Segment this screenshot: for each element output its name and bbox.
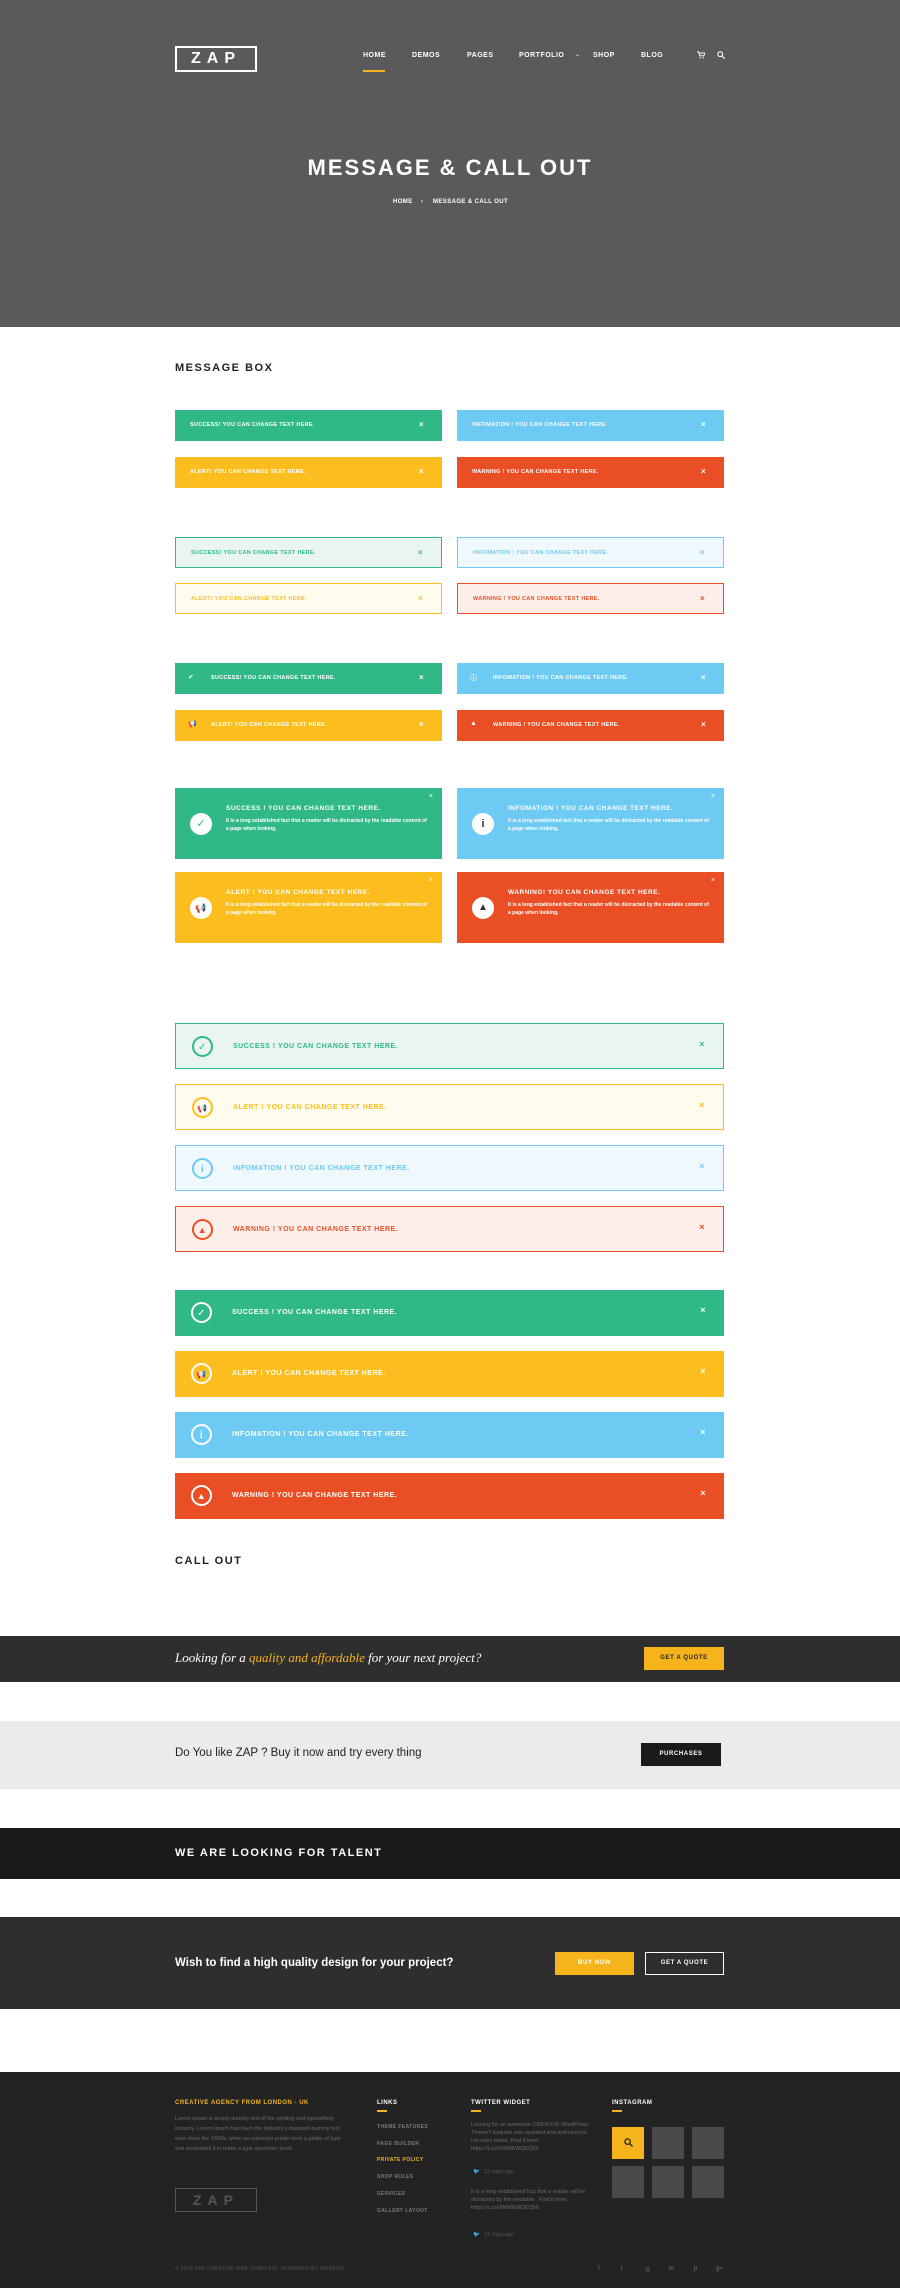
check-icon: ✓: [192, 1036, 213, 1057]
message-warning-wide-outline: [175, 1206, 724, 1252]
info-icon: ⓘ: [470, 675, 478, 682]
message-text: INFOMATION ! YOU CAN CHANGE TEXT HERE.: [233, 1165, 410, 1172]
footer-title-bar: [612, 2110, 622, 2112]
footer-about-title: CREATIVE AGENCY FROM LONDON - UK: [175, 2100, 309, 2106]
message-text: INFOMATION ! YOU CAN CHANGE TEXT HERE.: [232, 1431, 409, 1438]
footer-link[interactable]: PAGE BUILDER: [377, 2141, 420, 2147]
close-icon[interactable]: ×: [701, 720, 706, 729]
message-success-large: [175, 788, 442, 859]
message-text: WARNING ! YOU CAN CHANGE TEXT HERE.: [473, 596, 600, 602]
footer-links-title: LINKS: [377, 2100, 398, 2106]
facebook-icon[interactable]: f: [598, 2266, 600, 2272]
footer: [0, 2072, 900, 2288]
megaphone-icon: 📢: [191, 1363, 212, 1384]
message-heading: WARNING! YOU CAN CHANGE TEXT HERE.: [508, 889, 661, 896]
nav-shop[interactable]: SHOP: [593, 52, 615, 59]
check-icon: ✔: [188, 674, 195, 681]
close-icon[interactable]: ×: [419, 673, 424, 682]
message-success-outline: [175, 537, 442, 568]
message-info: [457, 410, 724, 441]
close-icon[interactable]: ×: [699, 1100, 705, 1110]
callout-purchase-band: [0, 1721, 900, 1789]
copyright: © 2015 ZAP CREATIVE WEB TEMPLATE. POWERED BY WEBSITE: [175, 2266, 345, 2272]
megaphone-icon: 📢: [190, 897, 212, 919]
tweet-text: Looking for an awesome CREATIVE WordPress Theme? Esquise was updated and optimized to run even better. Find it here: https://t.co/0WWEWQEQ56: [471, 2122, 589, 2152]
close-icon[interactable]: ×: [710, 793, 715, 800]
get-quote-outline-button[interactable]: GET A QUOTE: [645, 1952, 724, 1975]
message-alert-outline: [175, 583, 442, 614]
callout-quote-band: [0, 1636, 900, 1682]
nav-portfolio[interactable]: PORTFOLIO: [519, 52, 565, 59]
section-title-call-out: CALL OUT: [175, 1555, 243, 1567]
message-info-wide-outline: [175, 1145, 724, 1191]
warning-icon: ▲: [470, 720, 478, 727]
close-icon[interactable]: ×: [701, 673, 706, 682]
message-success-wide: [175, 1290, 724, 1336]
footer-title-bar: [471, 2110, 481, 2112]
message-text: ALERT! YOU CAN CHANGE TEXT HERE.: [191, 596, 307, 602]
message-text: INFOMATION ! YOU CAN CHANGE TEXT HERE.: [472, 422, 608, 428]
breadcrumb-home[interactable]: HOME: [393, 199, 413, 205]
message-description: It is a long established fact that a reader will be distracted by the readable content of a page when looking.: [226, 902, 427, 916]
footer-link[interactable]: SERVICES: [377, 2191, 406, 2197]
message-heading: INFOMATION ! YOU CAN CHANGE TEXT HERE.: [508, 805, 674, 812]
message-text: ALERT ! YOU CAN CHANGE TEXT HERE.: [233, 1104, 387, 1111]
message-text: ALERT ! YOU CAN CHANGE TEXT HERE.: [232, 1370, 386, 1377]
message-warning-icon: [457, 710, 724, 741]
warning-icon: ▲: [192, 1219, 213, 1240]
message-description: It is a long established fact that a reader will be distracted by the readable content of a page when looking.: [226, 818, 427, 832]
message-alert-wide: [175, 1351, 724, 1397]
info-icon: i: [192, 1158, 213, 1179]
nav-home[interactable]: HOME: [363, 52, 386, 59]
twitter-icon[interactable]: t: [621, 2266, 623, 2272]
close-icon[interactable]: ×: [700, 1427, 706, 1437]
message-info-wide: [175, 1412, 724, 1458]
search-icon[interactable]: [717, 51, 725, 61]
nav-active-indicator: [363, 70, 385, 72]
instagram-photo[interactable]: [652, 2166, 684, 2198]
pinterest-icon[interactable]: p: [694, 2266, 698, 2272]
footer-logo[interactable]: ZAP: [175, 2188, 257, 2212]
close-icon[interactable]: ×: [699, 1222, 705, 1232]
instagram-photo[interactable]: [652, 2127, 684, 2159]
close-icon[interactable]: ×: [701, 467, 706, 476]
footer-link[interactable]: THEME FEATURES: [377, 2124, 429, 2130]
message-warning-large: [457, 872, 724, 943]
callout-talent-band: [0, 1828, 900, 1879]
instagram-photo[interactable]: [692, 2127, 724, 2159]
close-icon[interactable]: ×: [700, 1366, 706, 1376]
callout-design-band: [0, 1917, 900, 2009]
footer-instagram-title: INSTAGRAM: [612, 2100, 653, 2106]
page-title: MESSAGE & CALL OUT: [307, 155, 593, 180]
cart-icon[interactable]: [697, 51, 705, 61]
purchases-button[interactable]: PURCHASES: [641, 1743, 721, 1766]
close-icon[interactable]: ×: [428, 877, 433, 884]
close-icon[interactable]: ×: [700, 1488, 706, 1498]
message-warning-outline: [457, 583, 724, 614]
warning-icon: ▲: [191, 1485, 212, 1506]
message-text: WARNING ! YOU CAN CHANGE TEXT HERE.: [233, 1226, 399, 1233]
dribbble-icon[interactable]: ◎: [645, 2267, 651, 2273]
message-warning-wide: [175, 1473, 724, 1519]
footer-title-bar: [377, 2110, 387, 2112]
message-alert-large: [175, 872, 442, 943]
footer-about-text: Lorem Ipsum is simply dummy text of the printing and typesetting industry. Lorem Ipsum has been the industry's standard dummy text ever since the 1500s, when an unknown printer took a galley of type and scrambled it to make a type specimen book.: [175, 2116, 341, 2152]
message-success-icon: [175, 663, 442, 694]
twitter-icon: 🐦: [473, 2169, 480, 2175]
message-alert: [175, 457, 442, 488]
breadcrumb-current: MESSAGE & CALL OUT: [433, 199, 509, 205]
nav-blog[interactable]: BLOG: [641, 52, 664, 59]
close-icon[interactable]: ×: [700, 548, 705, 557]
info-icon: i: [191, 1424, 212, 1445]
close-icon[interactable]: ×: [710, 877, 715, 884]
message-text: SUCCESS ! YOU CAN CHANGE TEXT HERE.: [232, 1309, 398, 1316]
message-text: SUCCESS! YOU CAN CHANGE TEXT HERE.: [211, 675, 336, 681]
message-text: SUCCESS! YOU CAN CHANGE TEXT HERE.: [191, 550, 316, 556]
close-icon[interactable]: ×: [428, 793, 433, 800]
nav-demos[interactable]: DEMOS: [412, 52, 441, 59]
footer-link[interactable]: SHOP RULES: [377, 2174, 414, 2180]
get-quote-button[interactable]: GET A QUOTE: [644, 1647, 724, 1670]
message-alert-icon: [175, 710, 442, 741]
nav-pages[interactable]: PAGES: [467, 52, 494, 59]
message-text: SUCCESS ! YOU CAN CHANGE TEXT HERE.: [233, 1043, 399, 1050]
megaphone-icon: 📢: [192, 1097, 213, 1118]
chevron-down-icon: ⌄: [575, 52, 581, 58]
warning-icon: ▲: [472, 897, 494, 919]
breadcrumb-separator: ›: [421, 199, 424, 205]
message-alert-wide-outline: [175, 1084, 724, 1130]
message-text: ALERT! YOU CAN CHANGE TEXT HERE.: [211, 722, 327, 728]
message-description: It is a long established fact that a reader will be distracted by the readable content of a page when looking.: [508, 818, 709, 832]
check-icon: ✓: [191, 1302, 212, 1323]
message-text: INFOMATION ! YOU CAN CHANGE TEXT HERE.: [473, 550, 609, 556]
message-success-wide-outline: [175, 1023, 724, 1069]
message-description: It is a long established fact that a reader will be distracted by the readable content of a page when looking.: [508, 902, 709, 916]
message-text: ALERT! YOU CAN CHANGE TEXT HERE.: [190, 469, 306, 475]
callout-quote-text: Looking for a quality and affordable for your next project?: [175, 1650, 482, 1665]
buy-now-button[interactable]: BUY NOW: [555, 1952, 634, 1975]
tweet-time: 12 days ago: [484, 2232, 514, 2238]
message-warning: [457, 457, 724, 488]
message-info-icon: [457, 663, 724, 694]
site-logo[interactable]: ZAP: [175, 46, 257, 72]
message-info-outline: [457, 537, 724, 568]
check-icon: ✓: [190, 813, 212, 835]
callout-talent-text: WE ARE LOOKING FOR TALENT: [175, 1847, 383, 1859]
info-icon: i: [472, 813, 494, 835]
close-icon[interactable]: ×: [700, 1305, 706, 1315]
callout-purchase-text: Do You like ZAP ? Buy it now and try every thing: [175, 1747, 422, 1759]
instagram-photo[interactable]: [612, 2166, 644, 2198]
message-text: INFOMATION ! YOU CAN CHANGE TEXT HERE.: [493, 675, 629, 681]
message-text: SUCCESS! YOU CAN CHANGE TEXT HERE.: [190, 422, 315, 428]
tweet-time: 12 days ago: [484, 2169, 514, 2175]
close-icon[interactable]: ×: [699, 1039, 705, 1049]
message-success: [175, 410, 442, 441]
close-icon[interactable]: ×: [700, 594, 705, 603]
callout-design-text: Wish to find a high quality design for your project?: [175, 1957, 454, 1969]
tweet-text: It is a long established fact that a reader will be distracted by the readable . Find it here: https://t.co/0WWEWQEQ56: [471, 2189, 586, 2211]
megaphone-icon: 📢: [188, 721, 198, 728]
message-heading: SUCCESS ! YOU CAN CHANGE TEXT HERE.: [226, 805, 381, 812]
twitter-icon: 🐦: [473, 2232, 480, 2238]
close-icon[interactable]: ×: [418, 548, 423, 557]
footer-link[interactable]: GALLERY LAYOUT: [377, 2208, 428, 2214]
callout-highlight: quality and affordable: [249, 1650, 365, 1665]
instagram-search-tile[interactable]: [612, 2127, 644, 2159]
close-icon[interactable]: ×: [419, 720, 424, 729]
close-icon[interactable]: ×: [419, 420, 424, 429]
message-info-large: [457, 788, 724, 859]
message-text: WARNING ! YOU CAN CHANGE TEXT HERE.: [493, 722, 620, 728]
instagram-photo[interactable]: [692, 2166, 724, 2198]
linkedin-icon[interactable]: in: [669, 2266, 674, 2272]
close-icon[interactable]: ×: [419, 467, 424, 476]
footer-twitter-title: TWITTER WIDGET: [471, 2100, 531, 2106]
close-icon[interactable]: ×: [418, 594, 423, 603]
section-title-message-box: MESSAGE BOX: [175, 362, 274, 374]
footer-link-active[interactable]: PRIVATE POLICY: [377, 2157, 424, 2163]
close-icon[interactable]: ×: [699, 1161, 705, 1171]
message-text: WARNING ! YOU CAN CHANGE TEXT HERE.: [472, 469, 599, 475]
message-text: WARNING ! YOU CAN CHANGE TEXT HERE.: [232, 1492, 398, 1499]
google-plus-icon[interactable]: g+: [716, 2266, 723, 2272]
close-icon[interactable]: ×: [701, 420, 706, 429]
message-heading: ALERT ! YOU CAN CHANGE TEXT HERE.: [226, 889, 370, 896]
